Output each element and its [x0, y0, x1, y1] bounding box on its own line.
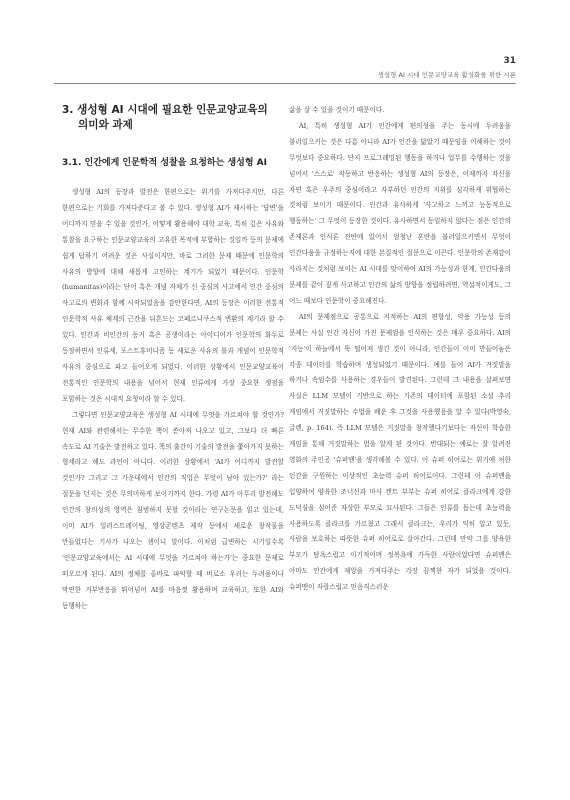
section-title: 3.1. 인간에게 인문학적 성찰을 요청하는 생성형 AI [62, 158, 267, 168]
body-paragraph: 생성형 AI의 등장과 발전은 한편으로는 위기를 가져다주지만, 다른 한편으로는 기회를 가져다준다고 볼 수 있다. 생성형 AI가 제시하는 '답변'을 어디까지 믿을 수 있을 것인가, 어떻게 활용해야 대학 교육, 특히 깊은 사유와 통찰을 요구하는 인문교양교육의 고유한 목적에 부합하는 것일까 등의 문제에 쉽게 답하기 어려운 것은 사실이지만, 바로 그러한 문제 때문에 인문학의 사유의 방향에 대해 새롭게 고민하는 계기가 되었기 때문이다. 인문학(humanitas)이라는 단어 혹은 개념 자체가 신 중심의 사고에서 인간 중심의 사고로의 변화과 함께 시작되었음을 감안한다면, AI의 등장은 이러한 전통적 인문학적 사유 체계의 근간을 뒤흔드는 코페르니쿠스적 변환의 계기라 할 수 있다. 인간과 비인간의 동거 혹은 공생이라는 아이디어가 인문학의 화두로 등장하면서 인류세, 포스트휴머니즘 등 새로운 사유의 틀과 개념이 인문학적 사유의 중심으로 파고 들어오게 되었다. 이러한 상황에서 인문교양교육이 전통적인 인문학의 내용을 넘어서 현재 인류에게 가장 중요한 쟁점을 포함하는 것은 시대적 요청이라 할 수 있다. [62, 188, 284, 403]
chapter-title [62, 103, 284, 133]
chapter-title-line-2: 의미와 과제 [78, 119, 133, 131]
body-paragraph: 그렇다면 인문교양교육은 생성형 AI 시대에 무엇을 가르쳐야 할 것인가? 현재 AI와 관련해서는 무수한 책이 쏟아져 나오고 있고, 그보다 더 빠른 속도로 AI 기술은 발전하고 있다. 책의 출간이 기술의 발전을 쫓아가지 못하는 형세라고 해도 과언이 아니다. 이러한 상황에서 'AI가 어디까지 발전할 것인가? 그리고 그 가운데에서 인간의 직업은 무엇이 남아 있는가?' 라는 질문을 던지는 것은 무의미하게 보이기까지 한다. 가령 AI가 아무리 발전해도 인간의 창의성의 영역은 침범하지 못할 것이라는 연구논문을 읽고 있는데, 이미 AI가 일러스트레이팅, 영상콘텐츠 제작 등에서 새로운 창작물을 만들었다는 기사가 나오는 셈이니 말이다. 이처럼 급변하는 시기일수록 '인문교양교육에서는 AI 시대에 무엇을 가르쳐야 하는가'는 중요한 문제로 떠오르게 된다. AI의 정체를 올바로 파악할 때 비로소 우리는 두려움이나 막연한 거부반응을 뛰어넘어 AI를 마음껏 활용하며 교육하고, 또한 AI와 동행하는 [62, 410, 284, 610]
left-column [62, 100, 284, 614]
body-paragraph: AI의 문제점으로 공통으로 지적하는 AI의 편향성, 악용 가능성 등의 문제는 사실 인간 자신이 가진 문제임을 인식하는 것은 매우 중요하다. AI의 '지능'이 하늘에서 뚝 떨어져 생긴 것이 아니라, 인간들이 이미 만들어놓은 각종 데이터를 학습하며 생성되었기 때문이다. 예를 들어 AI가 거짓말을 하거나 속임수를 사용하는 경우들이 발견된다. 그런데 그 내용을 살펴보면 사실은 LLM 모델이 기반으로 하는 기존의 데이터에 포함된 소설 추리 게임에서 거짓말하는 수법을 배운 후 그것을 사용했음을 알 수 있다(박영숙, 글렌, p. 164). 즉 LLM 모델은 거짓말을 창작했다기보다는 자신이 학습한 게임을 통해 거짓말하는 법을 알게 된 것이다. 반대되는 예로는 잘 알려진 영화의 주인공 '슈퍼맨'을 생각해볼 수 있다. 이 슈퍼 히어로는 위기에 처한 인간을 구원하는 이상적인 초능력 슈퍼 히어로이다. 그런데 이 슈퍼맨을 입양하여 양육한 조너선과 마사 켄트 부부는 슈퍼 히어로 클라크에게 강한 도덕심을 심어준 자상한 부모로 묘사된다. 그들은 인류를 돕는데 초능력을 사용하도록 클라크를 가르쳤고 그래서 클라크는, 우리가 익히 알고 있듯, 사람을 보호하는 따뜻한 슈퍼 히어로로 살아간다. 그런데 만약 그를 양육한 부모가 탐욕스럽고 이기적이며 정복욕에 가득한 사람이었다면 슈퍼맨은 아마도 인간에게 재앙을 가져다주는 가장 끔찍한 자가 되었을 것이다. 슈퍼맨이 자랑스럽고 믿음직스러운 [289, 312, 511, 592]
page-number: 31 [503, 56, 516, 66]
header-rule [54, 83, 516, 84]
right-column [289, 103, 511, 596]
body-paragraph-continued: 삶을 살 수 있을 것이기 때문이다. [289, 106, 385, 114]
running-head: 생성형 AI 시대 인문교양교육 활성화를 위한 시론 [377, 71, 516, 79]
chapter-title-line-1: 3. 생성형 AI 시대에 필요한 인문교양교육의 [62, 104, 268, 116]
body-paragraph: AI, 특히 생성형 AI가 인간에게 편의성을 주는 동시에 두려움을 불러일으키는 것은 다름 아니라 AI가 인간을 닮았기 때문임을 이해하는 것이 무엇보다 중요하다. 단지 프로그래밍된 행동을 하거나 업무를 수행하는 것을 넘어서 '스스로' 작동하고 반응하는 생성형 AI의 등장은, 이제까지 자신을 자연 혹은 우주의 중심이라고 자부하던 인간의 지위를 심각하게 위협하는 것처럼 보이기 때문이다. 인간과 유사하게 '사고하고 느끼고 능동적으로 행동하는' 그 무엇이 등장한 것이다. 유사하면서 동일하지 않다는 점은 인간의 존재론과 인식론 전반에 있어서 엄청난 혼란을 불러일으키면서 무엇이 인간다움을 규정하는지에 대한 본질적인 질문으로 이끈다. 인문학의 존재감이 사라지는 것처럼 보이는 AI 시대를 맞이하여 AI의 가능성과 한계, 인간다움의 문제를 같이 짚게 사고하고 인간의 삶의 방향을 정립하려면, 역설적이게도, 그 어느 때보다 인문학이 중요해진다. [289, 121, 511, 305]
